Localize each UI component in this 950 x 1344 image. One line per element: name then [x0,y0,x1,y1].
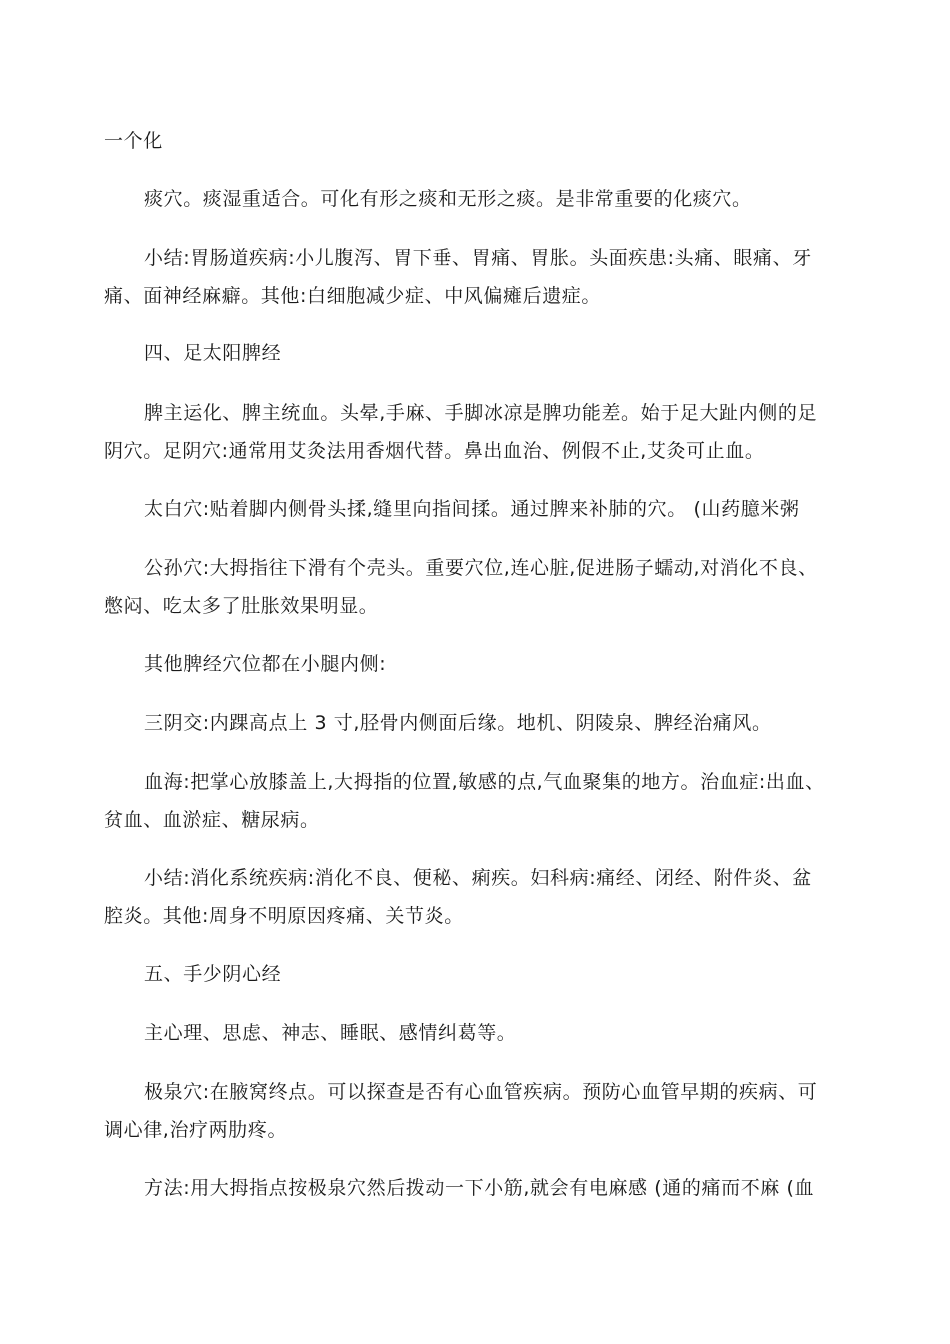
text-line: 腔炎。其他:周身不明原因疼痛、关节炎。 [104,905,464,927]
paragraph-jiquan [104,1073,864,1149]
text-line: 三阴交:内踝高点上 3 寸,胫骨内侧面后缘。地机、阴陵泉、脾经治痛风。 [144,712,772,734]
paragraph-sanyinjiao [104,704,864,742]
paragraph-spleen-function [104,394,864,470]
text-line: 痛、面神经麻癖。其他:白细胞减少症、中风偏瘫后遗症。 [104,285,602,307]
text-line: 主心理、思虑、神志、睡眠、感情纠葛等。 [144,1022,517,1044]
section-heading-spleen-meridian [104,334,864,372]
text-line: 小结:胃肠道疾病:小儿腹泻、胃下垂、胃痛、胃胀。头面疾患:头痛、眼痛、牙 [144,247,812,269]
text-line: 方法:用大拇指点按极泉穴然后拨动一下小筋,就会有电麻感 (通的痛而不麻 (血 [144,1177,815,1199]
text-line: 公孙穴:大拇指往下滑有个壳头。重要穴位,连心脏,促进肠子蠕动,对消化不良、 [144,557,818,579]
text-line: 一个化 [104,130,163,152]
text-line: 阴穴。足阴穴:通常用艾灸法用香烟代替。鼻出血治、例假不止,艾灸可止血。 [104,440,765,462]
text-line: 小结:消化系统疾病:消化不良、便秘、痢疾。妇科病:痛经、闭经、附件炎、盆 [144,867,812,889]
text-line: 五、手少阴心经 [144,963,282,985]
paragraph-taibai [104,490,864,528]
text-line: 四、足太阳脾经 [144,342,282,364]
paragraph-fragment [104,122,864,160]
paragraph-summary-stomach [104,239,864,315]
text-line: 憋闷、吃太多了肚胀效果明显。 [104,595,379,617]
text-line: 血海:把掌心放膝盖上,大拇指的位置,敏感的点,气血聚集的地方。治血症:出血、 [144,771,825,793]
paragraph-method [104,1169,864,1207]
text-line: 贫血、血淤症、糖尿病。 [104,809,320,831]
text-line: 脾主运化、脾主统血。头晕,手麻、手脚冰凉是脾功能差。始于足大趾内侧的足 [144,402,818,424]
paragraph-tanxue [104,180,864,218]
text-line: 极泉穴:在腋窝终点。可以探查是否有心血管疾病。预防心血管早期的疾病、可 [144,1081,818,1103]
paragraph-xuehai [104,763,864,839]
text-line: 其他脾经穴位都在小腿内侧: [144,653,387,675]
section-heading-heart-meridian [104,955,864,993]
paragraph-summary-digestive [104,859,864,935]
paragraph-heart-function [104,1014,864,1052]
text-line: 调心律,治疗两肋疼。 [104,1119,288,1141]
text-line: 痰穴。痰湿重适合。可化有形之痰和无形之痰。是非常重要的化痰穴。 [144,188,752,210]
paragraph-other-points [104,645,864,683]
paragraph-gongsun [104,549,864,625]
text-line: 太白穴:贴着脚内侧骨头揉,缝里向指间揉。通过脾来补肺的穴。 (山药臆米粥 [144,498,800,520]
